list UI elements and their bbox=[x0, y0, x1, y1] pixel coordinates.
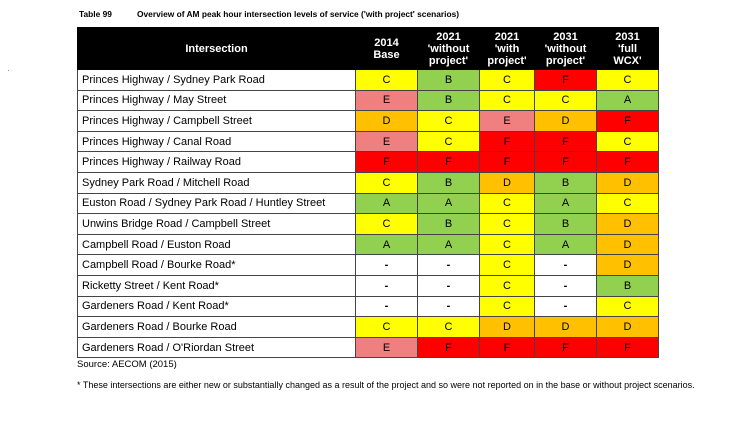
level-of-service-cell: D bbox=[597, 234, 659, 255]
table-row bbox=[78, 131, 659, 152]
table-row bbox=[78, 70, 659, 91]
header-intersection: Intersection bbox=[78, 28, 356, 70]
level-of-service-cell: D bbox=[597, 172, 659, 193]
level-of-service-cell: C bbox=[418, 317, 480, 338]
intersection-name: Ricketty Street / Kent Road* bbox=[78, 275, 356, 296]
level-of-service-cell: D bbox=[356, 111, 418, 132]
table-row bbox=[78, 317, 659, 338]
intersection-name: Gardeners Road / Bourke Road bbox=[78, 317, 356, 338]
level-of-service-cell: F bbox=[535, 152, 597, 173]
level-of-service-cell: B bbox=[535, 214, 597, 235]
level-of-service-cell: A bbox=[535, 193, 597, 214]
intersection-name: Princes Highway / Railway Road bbox=[78, 152, 356, 173]
table-caption bbox=[79, 9, 459, 19]
los-table bbox=[77, 27, 659, 358]
level-of-service-cell: A bbox=[597, 90, 659, 111]
header-2021-without: 2021 'without project' bbox=[418, 28, 480, 70]
level-of-service-cell: C bbox=[418, 111, 480, 132]
level-of-service-cell: C bbox=[480, 214, 535, 235]
level-of-service-cell: C bbox=[356, 172, 418, 193]
table-title: Overview of AM peak hour intersection levels of service ('with project' scenarios) bbox=[137, 9, 460, 19]
table-row bbox=[78, 255, 659, 276]
level-of-service-cell: C bbox=[356, 317, 418, 338]
level-of-service-cell: - bbox=[418, 255, 480, 276]
intersection-name: Sydney Park Road / Mitchell Road bbox=[78, 172, 356, 193]
level-of-service-cell: D bbox=[535, 111, 597, 132]
level-of-service-cell: C bbox=[597, 70, 659, 91]
level-of-service-cell: - bbox=[356, 275, 418, 296]
level-of-service-cell: F bbox=[535, 70, 597, 91]
intersection-name: Princes Highway / Canal Road bbox=[78, 131, 356, 152]
level-of-service-cell: C bbox=[597, 193, 659, 214]
intersection-name: Princes Highway / Campbell Street bbox=[78, 111, 356, 132]
table-row bbox=[78, 90, 659, 111]
level-of-service-cell: C bbox=[535, 90, 597, 111]
level-of-service-cell: D bbox=[535, 317, 597, 338]
header-2014-base: 2014 Base bbox=[356, 28, 418, 70]
intersection-name: Gardeners Road / O'Riordan Street bbox=[78, 337, 356, 358]
level-of-service-cell: D bbox=[597, 214, 659, 235]
level-of-service-cell: - bbox=[535, 255, 597, 276]
level-of-service-cell: C bbox=[356, 214, 418, 235]
level-of-service-cell: D bbox=[597, 255, 659, 276]
level-of-service-cell: - bbox=[356, 255, 418, 276]
level-of-service-cell: C bbox=[480, 234, 535, 255]
table-row bbox=[78, 193, 659, 214]
table-row bbox=[78, 296, 659, 317]
header-2031-without: 2031 'without project' bbox=[535, 28, 597, 70]
level-of-service-cell: F bbox=[597, 111, 659, 132]
level-of-service-cell: C bbox=[480, 255, 535, 276]
level-of-service-cell: C bbox=[597, 296, 659, 317]
level-of-service-cell: - bbox=[535, 296, 597, 317]
level-of-service-cell: D bbox=[597, 317, 659, 338]
level-of-service-cell: F bbox=[480, 152, 535, 173]
intersection-name: Princes Highway / Sydney Park Road bbox=[78, 70, 356, 91]
level-of-service-cell: F bbox=[597, 152, 659, 173]
table-row bbox=[78, 275, 659, 296]
level-of-service-cell: - bbox=[356, 296, 418, 317]
margin-mark: · bbox=[7, 66, 10, 75]
footnote: * These intersections are either new or substantially changed as a result of the project and so were not reported on in the base or without project scenarios. bbox=[77, 380, 695, 390]
level-of-service-cell: C bbox=[356, 70, 418, 91]
level-of-service-cell: C bbox=[480, 90, 535, 111]
level-of-service-cell: A bbox=[356, 234, 418, 255]
intersection-name: Campbell Road / Euston Road bbox=[78, 234, 356, 255]
level-of-service-cell: A bbox=[418, 234, 480, 255]
level-of-service-cell: D bbox=[480, 317, 535, 338]
level-of-service-cell: F bbox=[418, 337, 480, 358]
level-of-service-cell: F bbox=[597, 337, 659, 358]
table-row bbox=[78, 337, 659, 358]
table-number: Table 99 bbox=[79, 9, 112, 19]
table-row bbox=[78, 111, 659, 132]
level-of-service-cell: - bbox=[535, 275, 597, 296]
header-2031-full: 2031 'full WCX' bbox=[597, 28, 659, 70]
level-of-service-cell: C bbox=[480, 296, 535, 317]
header-row bbox=[78, 28, 659, 70]
source-note: Source: AECOM (2015) bbox=[77, 359, 177, 370]
level-of-service-cell: C bbox=[418, 131, 480, 152]
level-of-service-cell: C bbox=[480, 275, 535, 296]
level-of-service-cell: F bbox=[535, 337, 597, 358]
level-of-service-cell: E bbox=[356, 337, 418, 358]
level-of-service-cell: B bbox=[418, 214, 480, 235]
level-of-service-cell: F bbox=[480, 131, 535, 152]
level-of-service-cell: C bbox=[597, 131, 659, 152]
level-of-service-cell: B bbox=[535, 172, 597, 193]
level-of-service-cell: A bbox=[356, 193, 418, 214]
level-of-service-cell: B bbox=[597, 275, 659, 296]
level-of-service-cell: F bbox=[535, 131, 597, 152]
intersection-name: Campbell Road / Bourke Road* bbox=[78, 255, 356, 276]
table-row bbox=[78, 214, 659, 235]
level-of-service-cell: D bbox=[480, 172, 535, 193]
level-of-service-cell: A bbox=[535, 234, 597, 255]
level-of-service-cell: F bbox=[356, 152, 418, 173]
level-of-service-cell: E bbox=[356, 90, 418, 111]
level-of-service-cell: - bbox=[418, 275, 480, 296]
level-of-service-cell: A bbox=[418, 193, 480, 214]
intersection-name: Princes Highway / May Street bbox=[78, 90, 356, 111]
level-of-service-cell: E bbox=[480, 111, 535, 132]
level-of-service-cell: B bbox=[418, 90, 480, 111]
level-of-service-cell: B bbox=[418, 70, 480, 91]
level-of-service-cell: E bbox=[356, 131, 418, 152]
level-of-service-cell: - bbox=[418, 296, 480, 317]
intersection-name: Euston Road / Sydney Park Road / Huntley Street bbox=[78, 193, 356, 214]
level-of-service-cell: C bbox=[480, 70, 535, 91]
level-of-service-cell: F bbox=[480, 337, 535, 358]
level-of-service-cell: C bbox=[480, 193, 535, 214]
table-row bbox=[78, 172, 659, 193]
table-row bbox=[78, 234, 659, 255]
intersection-name: Gardeners Road / Kent Road* bbox=[78, 296, 356, 317]
intersection-name: Unwins Bridge Road / Campbell Street bbox=[78, 214, 356, 235]
level-of-service-cell: B bbox=[418, 172, 480, 193]
header-2021-with: 2021 'with project' bbox=[480, 28, 535, 70]
table-row bbox=[78, 152, 659, 173]
level-of-service-cell: F bbox=[418, 152, 480, 173]
